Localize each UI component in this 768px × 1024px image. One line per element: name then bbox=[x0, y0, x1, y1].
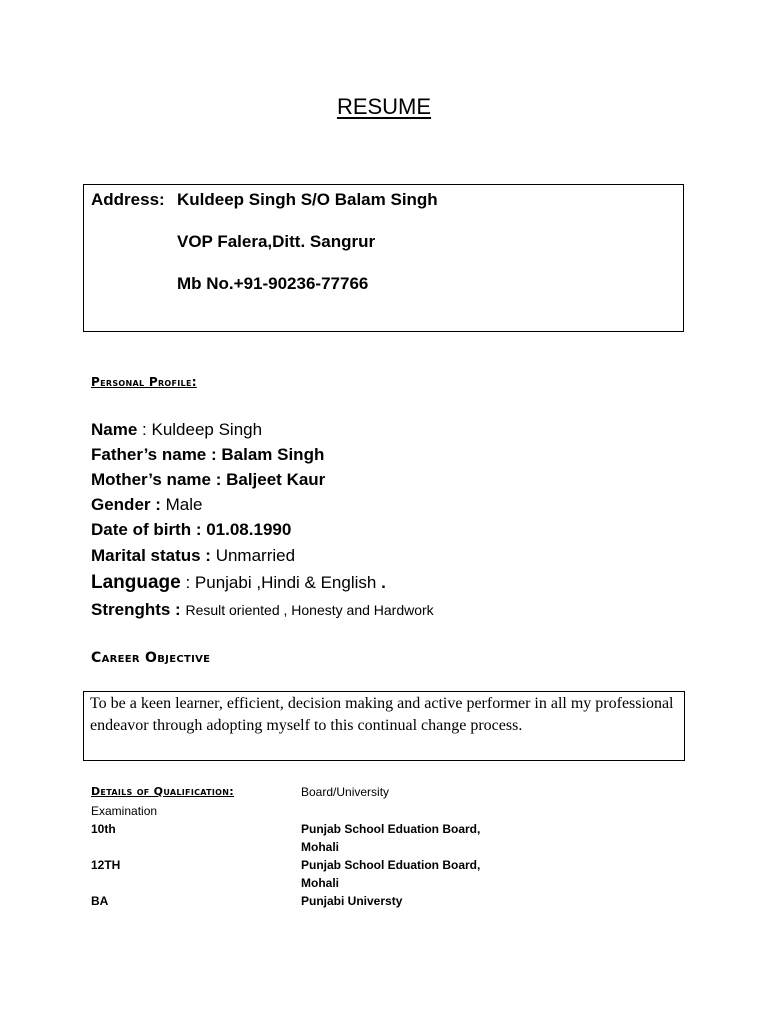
profile-language-end: . bbox=[376, 573, 386, 592]
profile-language-row bbox=[91, 572, 386, 594]
profile-father-row bbox=[91, 445, 324, 465]
profile-mother-value: Baljeet Kaur bbox=[226, 470, 326, 489]
qualification-col-exam-header: Examination bbox=[91, 804, 158, 818]
profile-name-value: Kuldeep Singh bbox=[151, 420, 263, 439]
profile-name-row bbox=[91, 420, 262, 440]
profile-mother-label: Mother’s name : bbox=[91, 470, 227, 489]
qualification-row-board: Punjabi Universty bbox=[301, 894, 403, 908]
profile-marital-row bbox=[91, 546, 295, 566]
career-objective-text: To be a keen learner, efficient, decision making and active performer in all my professional endeavor through adopting myself to this continual change process. bbox=[90, 695, 674, 734]
qualification-heading: Details of Qualification: bbox=[91, 785, 234, 798]
profile-strengths-row bbox=[91, 600, 434, 620]
profile-name-sep: : bbox=[137, 420, 152, 439]
profile-marital-value: Unmarried bbox=[215, 546, 296, 565]
qualification-row-board-city: Mohali bbox=[301, 840, 339, 854]
qualification-row-board: Punjab School Eduation Board, bbox=[301, 858, 481, 872]
profile-strengths-label: Strenghts : bbox=[91, 600, 186, 619]
profile-father-label: Father’s name : bbox=[91, 445, 222, 464]
career-objective-heading: Career Objective bbox=[91, 650, 211, 666]
qualification-col-board-header: Board/University bbox=[301, 785, 390, 799]
address-line-location: VOP Falera,Ditt. Sangrur bbox=[177, 232, 376, 251]
profile-marital-label: Marital status : bbox=[91, 546, 216, 565]
qualification-row-exam: BA bbox=[91, 894, 109, 908]
qualification-row-board-city: Mohali bbox=[301, 876, 339, 890]
qualification-row-exam: 10th bbox=[91, 822, 116, 836]
profile-dob-label: Date of birth : bbox=[91, 520, 207, 539]
address-label: Address: bbox=[91, 190, 165, 209]
profile-mother-row bbox=[91, 470, 325, 490]
address-box bbox=[83, 184, 684, 332]
profile-gender-label: Gender : bbox=[91, 495, 166, 514]
qualification-row-exam: 12TH bbox=[91, 858, 121, 872]
profile-name-label: Name bbox=[91, 420, 138, 439]
profile-language-value: Punjabi ,Hindi & English bbox=[194, 573, 377, 592]
resume-title: RESUME bbox=[336, 94, 432, 119]
profile-dob-value: 01.08.1990 bbox=[206, 520, 292, 539]
career-objective-box bbox=[83, 691, 685, 761]
personal-profile-heading: Personal Profile: bbox=[91, 375, 197, 389]
address-line-name: Kuldeep Singh S/O Balam Singh bbox=[177, 190, 438, 209]
profile-language-sep: : bbox=[180, 573, 195, 592]
address-line-mobile: Mb No.+91-90236-77766 bbox=[177, 274, 369, 293]
profile-gender-row bbox=[91, 495, 202, 515]
profile-language-label: Language bbox=[91, 572, 181, 593]
profile-gender-value: Male bbox=[165, 495, 203, 514]
profile-strengths-value: Result oriented , Honesty and Hardwork bbox=[185, 602, 434, 618]
profile-father-value: Balam Singh bbox=[221, 445, 325, 464]
profile-dob-row bbox=[91, 520, 291, 540]
qualification-row-board: Punjab School Eduation Board, bbox=[301, 822, 481, 836]
